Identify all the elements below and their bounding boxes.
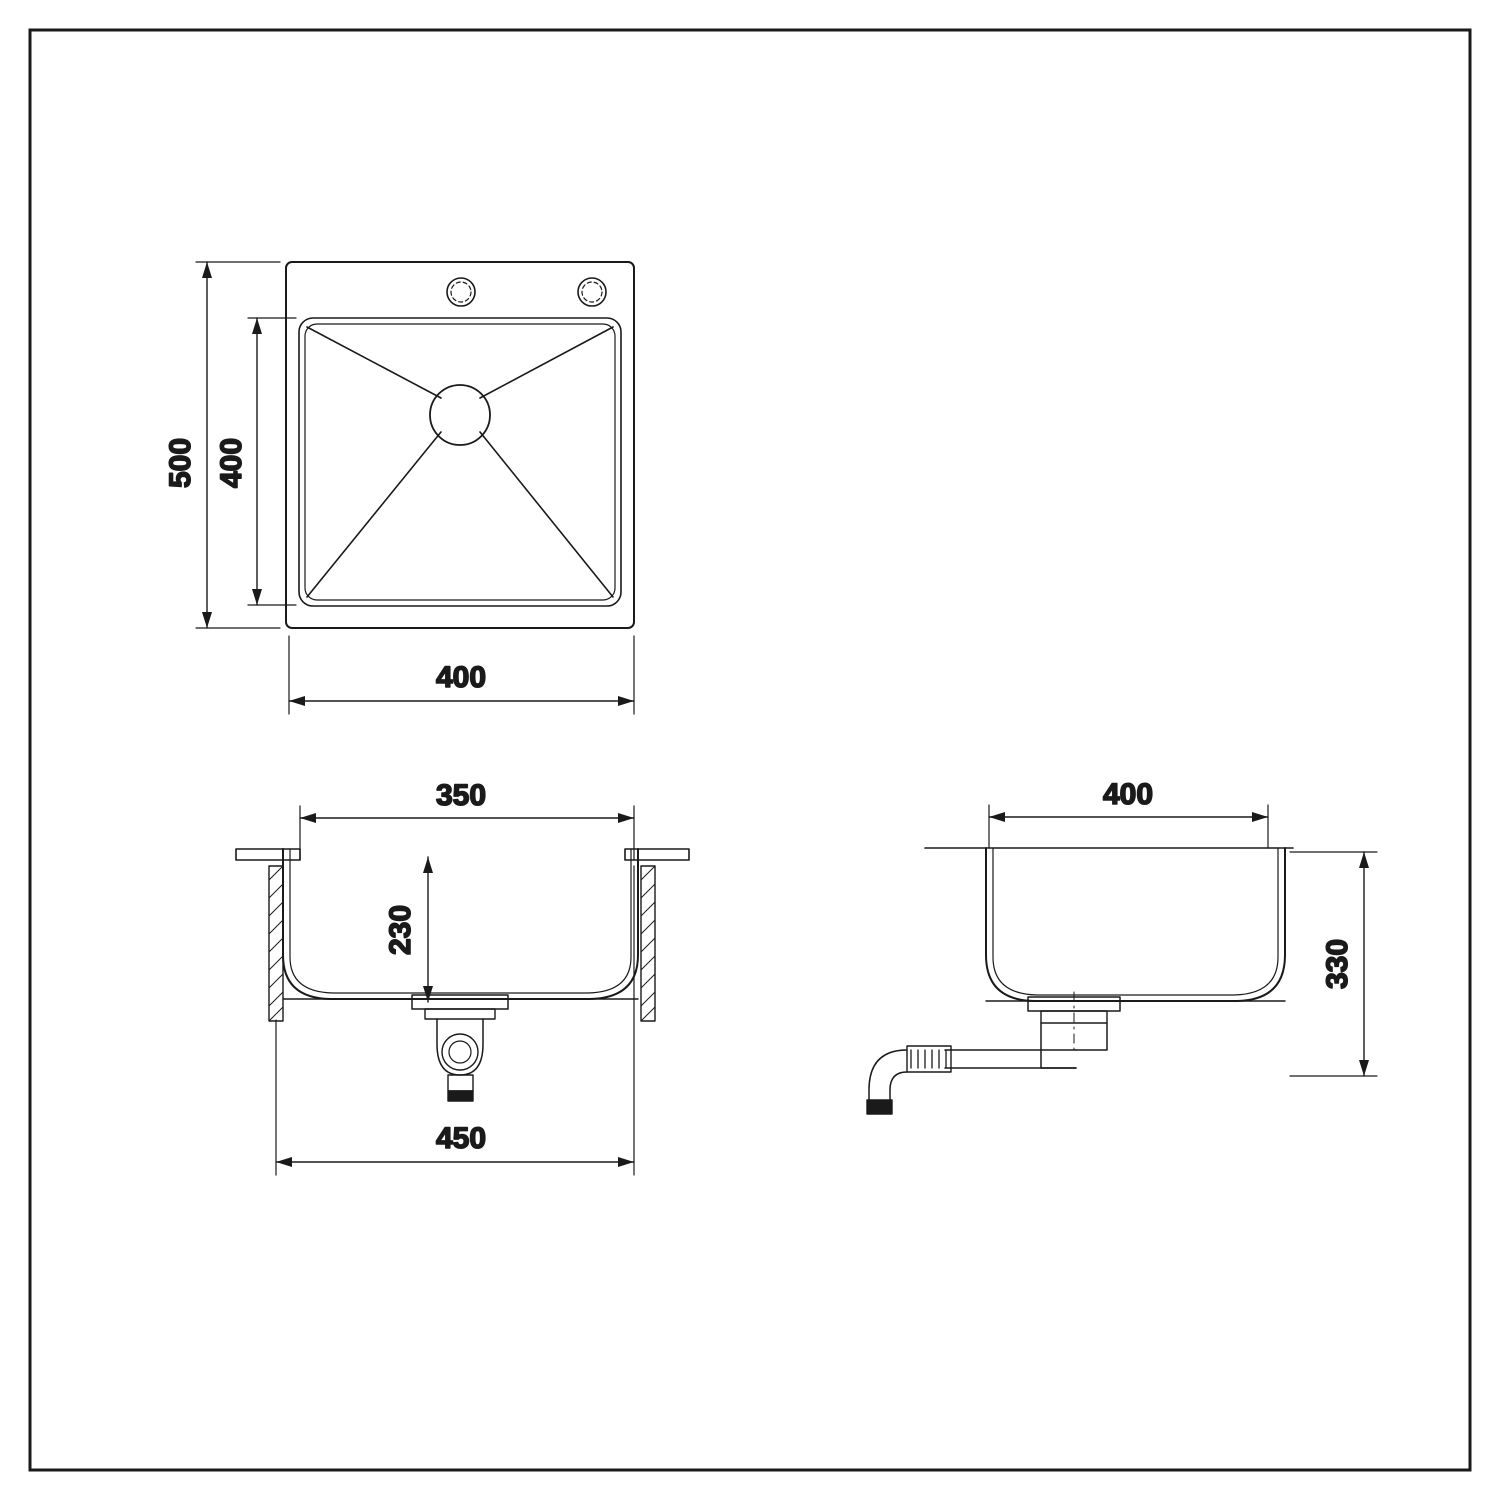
dim-top-bowl-height [248, 318, 296, 605]
dim-front-bowl-depth [423, 857, 433, 1002]
dim-label-front-overall-width: 450 [435, 1122, 487, 1155]
front-section-geometry [236, 849, 689, 1101]
dim-front-bowl-width [300, 806, 634, 860]
dim-label-side-overall-width: 400 [1102, 778, 1154, 811]
top-view-geometry [286, 262, 634, 628]
dim-label-side-overall-height: 330 [1321, 938, 1354, 990]
dim-label-front-bowl-width: 350 [435, 779, 487, 812]
side-section-geometry [867, 848, 1293, 1114]
dim-side-overall-width [989, 805, 1268, 848]
dim-label-top-overall-width: 400 [435, 661, 487, 694]
dim-label-top-overall-height: 500 [164, 437, 197, 489]
dim-label-front-bowl-depth: 230 [384, 904, 417, 956]
dim-label-top-bowl-height: 400 [215, 437, 248, 489]
sheet-border [30, 30, 1470, 1470]
